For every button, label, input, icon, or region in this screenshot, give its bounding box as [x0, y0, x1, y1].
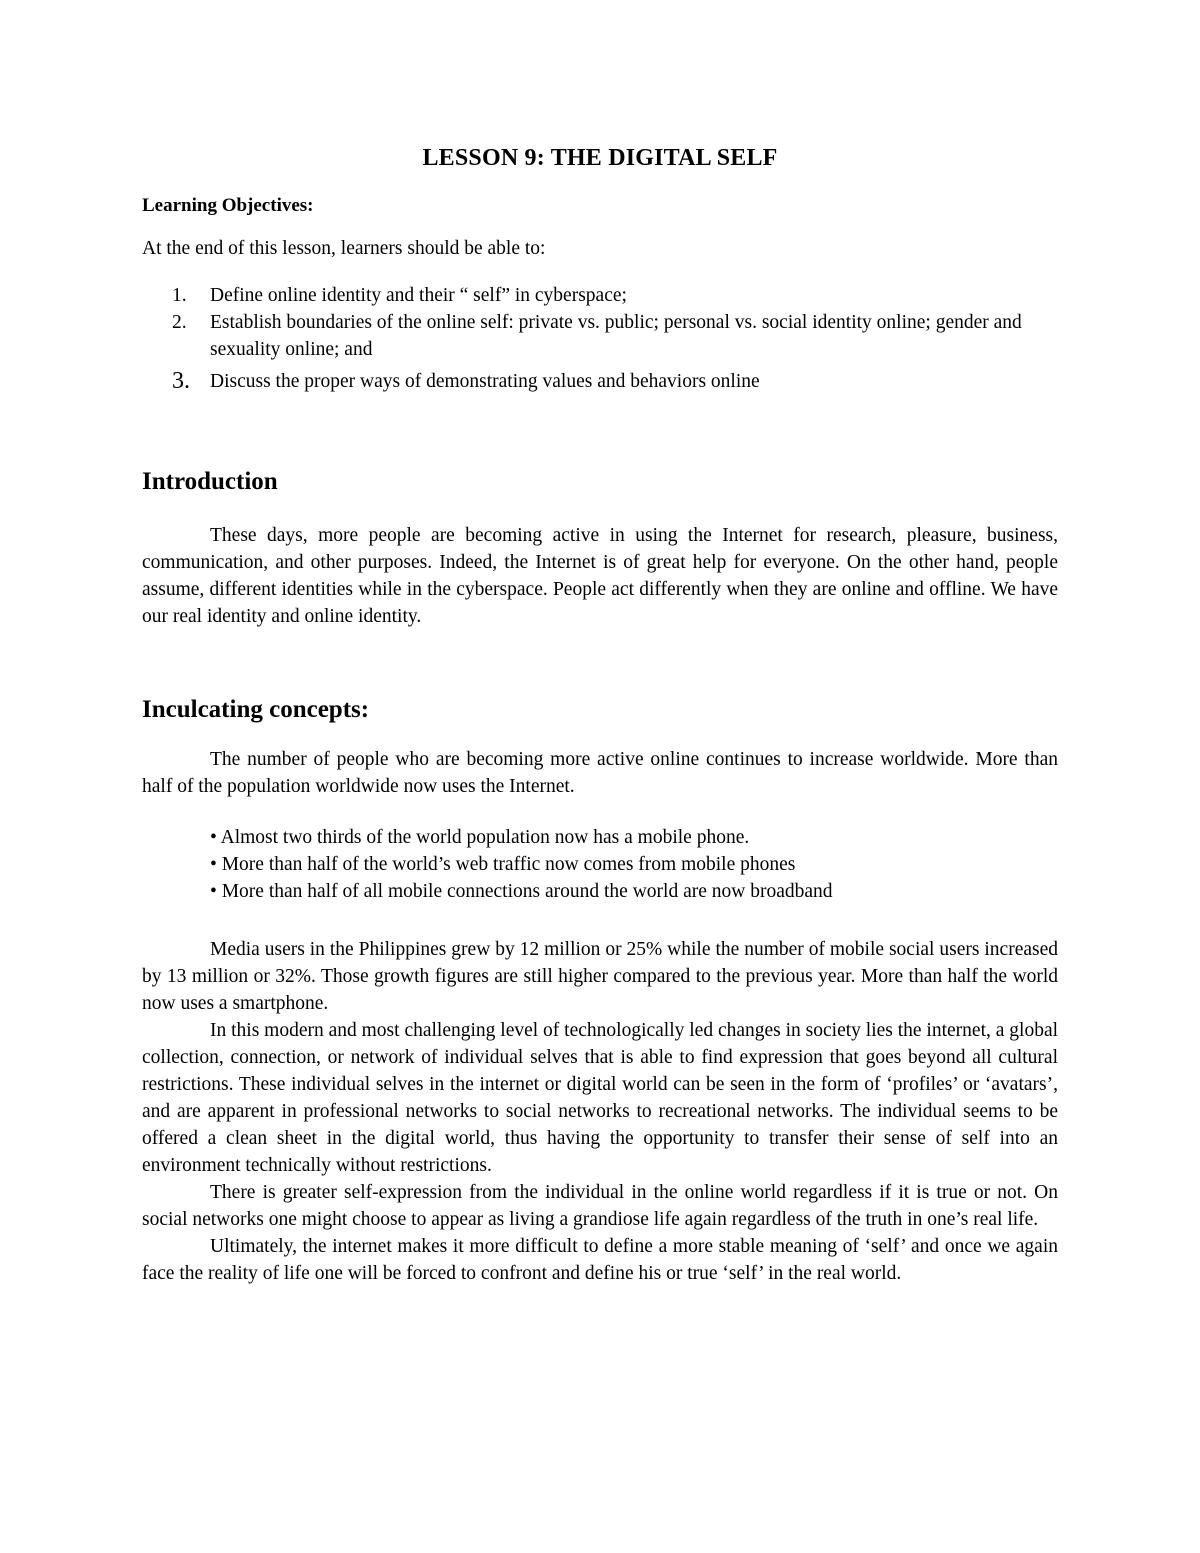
concepts-body: [142, 936, 1058, 1287]
introduction-paragraph: [142, 522, 1058, 630]
body-paragraph-text: Media users in the Philippines grew by 12 million or 25% while the number of mobile social users increased by 13 million or 32%. Those growth figures are still higher compared to the previous year. More than half the world now uses a smartphone.: [142, 939, 1058, 1014]
introduction-heading: Introduction: [142, 468, 278, 495]
body-paragraph-text: There is greater self-expression from the individual in the online world regardless if it is true or not. On social networks one might choose to appear as living a grandiose life again regardless of the truth in one’s real life.: [142, 1182, 1058, 1230]
objectives-lead: At the end of this lesson, learners should be able to:: [142, 238, 546, 259]
objective-text: Discuss the proper ways of demonstrating values and behaviors online: [210, 371, 760, 392]
concepts-heading: Inculcating concepts:: [142, 696, 370, 723]
body-paragraph: [142, 936, 1058, 1017]
objective-number: 2.: [172, 312, 187, 333]
objective-text: Define online identity and their “ self” in cyberspace;: [210, 285, 627, 306]
concepts-intro-text: The number of people who are becoming more active online continues to increase worldwide. More than half of the population worldwide now uses the Internet.: [142, 749, 1058, 797]
objective-number: 1.: [172, 285, 187, 306]
objective-item: [142, 282, 1042, 309]
body-paragraph: [142, 1179, 1058, 1233]
objectives-list: [142, 282, 1042, 395]
concepts-bullet-list: [210, 824, 833, 905]
objective-text: Establish boundaries of the online self: private vs. public; personal vs. social identity online; gender and sexuality online; and: [210, 312, 1022, 360]
objective-number: 3.: [172, 368, 190, 394]
body-paragraph-text: Ultimately, the internet makes it more difficult to define a more stable meaning of ‘self’ and once we again face the reality of life one will be forced to confront and define his or true ‘self’ in the real world.: [142, 1236, 1058, 1284]
objective-item: [142, 309, 1042, 363]
body-paragraph: [142, 1233, 1058, 1287]
introduction-text: These days, more people are becoming active in using the Internet for research, pleasure, business, communication, and other purposes. Indeed, the Internet is of great help for everyone. On the other hand, people assume, different identities while in the cyberspace. People act differently when they are online and offline. We have our real identity and online identity.: [142, 525, 1058, 627]
body-paragraph: [142, 1017, 1058, 1179]
objective-item: [142, 368, 1042, 395]
concepts-intro-paragraph: [142, 746, 1058, 800]
page-title: LESSON 9: THE DIGITAL SELF: [422, 145, 778, 171]
objectives-heading: Learning Objectives:: [142, 195, 314, 216]
bullet-item: • More than half of all mobile connections around the world are now broadband: [210, 881, 833, 902]
body-paragraph-text: In this modern and most challenging level of technologically led changes in society lies the internet, a global collection, connection, or network of individual selves that is able to find expression that goes beyond all cultural restrictions. These individual selves in the internet or digital world can be seen in the form of ‘profiles’ or ‘avatars’, and are apparent in professional networks to social networks to recreational networks. The individual seems to be offered a clean sheet in the digital world, thus having the opportunity to transfer their sense of self into an environment technically without restrictions.: [142, 1020, 1059, 1176]
bullet-item: • Almost two thirds of the world population now has a mobile phone.: [210, 827, 750, 848]
bullet-item: • More than half of the world’s web traffic now comes from mobile phones: [210, 854, 796, 875]
